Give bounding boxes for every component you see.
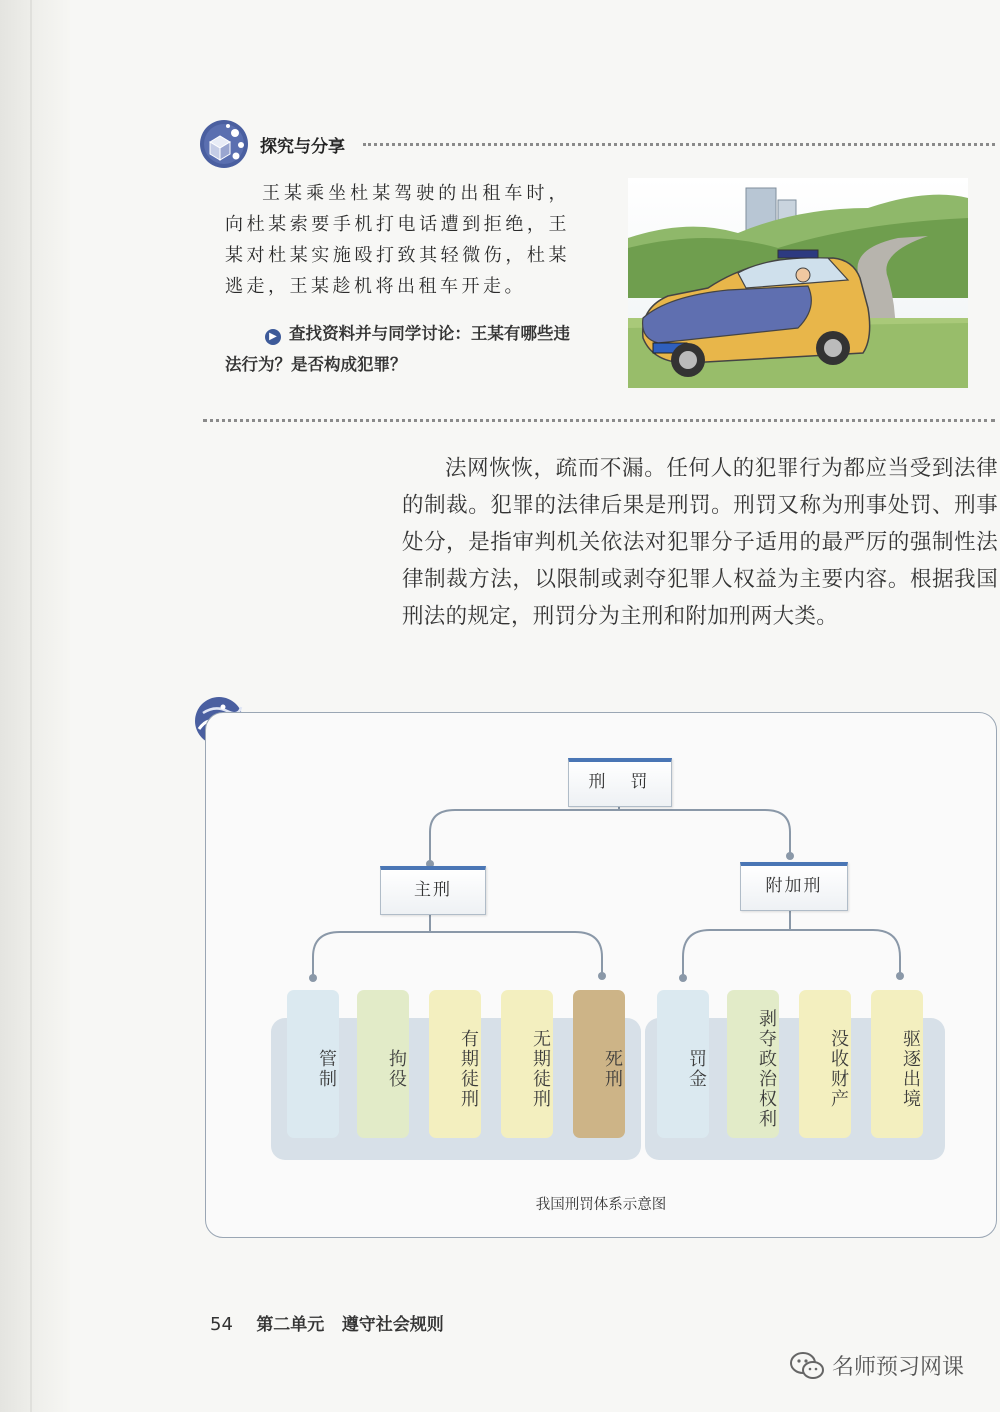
leaf-additional-4: 驱逐出境 (871, 990, 923, 1138)
explore-heading (198, 118, 345, 170)
leaf-main-5: 死刑 (573, 990, 625, 1138)
explore-divider-bottom (203, 419, 995, 422)
page-gutter (0, 0, 70, 1412)
taxi-illustration (628, 178, 968, 388)
watermark (790, 1350, 964, 1381)
arrow-right-icon: ▶ (265, 329, 281, 345)
footer-unit-title: 遵守社会规则 (341, 1315, 444, 1335)
explore-task (225, 318, 570, 380)
leaf-additional-3: 没收财产 (799, 990, 851, 1138)
leaf-additional-1: 罚金 (657, 990, 709, 1138)
leaf-main-1: 管制 (287, 990, 339, 1138)
explore-cube-icon (198, 118, 250, 170)
watermark-text: 名师预习网课 (832, 1355, 965, 1380)
diagram-caption: 我国刑罚体系示意图 (535, 1197, 667, 1213)
page-number: 54 (210, 1314, 233, 1335)
explore-story: 王某乘坐杜某驾驶的出租车时，向杜某索要手机打电话遭到拒绝，王某对杜某实施殴打致其轻微伤，杜某逃走，王某趁机将出租车开走。 (225, 183, 570, 297)
diagram-main-penalty-node: 主刑 (380, 866, 486, 915)
explore-title: 探究与分享 (260, 136, 345, 157)
wechat-icon (790, 1351, 824, 1381)
footer-unit: 第二单元 (256, 1315, 325, 1335)
diagram-additional-penalty-node: 附加刑 (740, 862, 848, 911)
leaf-main-2: 拘役 (357, 990, 409, 1138)
diagram-root-node: 刑 罚 (568, 758, 672, 807)
explore-divider-top (363, 143, 995, 146)
leaf-main-3: 有期徒刑 (429, 990, 481, 1138)
body-paragraph: 法网恢恢，疏而不漏。任何人的犯罪行为都应当受到法律的制裁。犯罪的法律后果是刑罚。刑罚又称为刑事处罚、刑事处分，是指审判机关依法对犯罪分子适用的最严厉的强制性法律制裁方法，以限制或剥夺犯罪人权益为主要内容。根据我国刑法的规定，刑罚分为主刑和附加刑两大类。 (402, 456, 998, 629)
page-footer (210, 1310, 444, 1335)
leaf-main-4: 无期徒刑 (501, 990, 553, 1138)
explore-task-text: 查找资料并与同学讨论：王某有哪些违法行为？是否构成犯罪？ (225, 324, 570, 374)
leaf-additional-2: 剥夺政治权利 (727, 990, 779, 1138)
